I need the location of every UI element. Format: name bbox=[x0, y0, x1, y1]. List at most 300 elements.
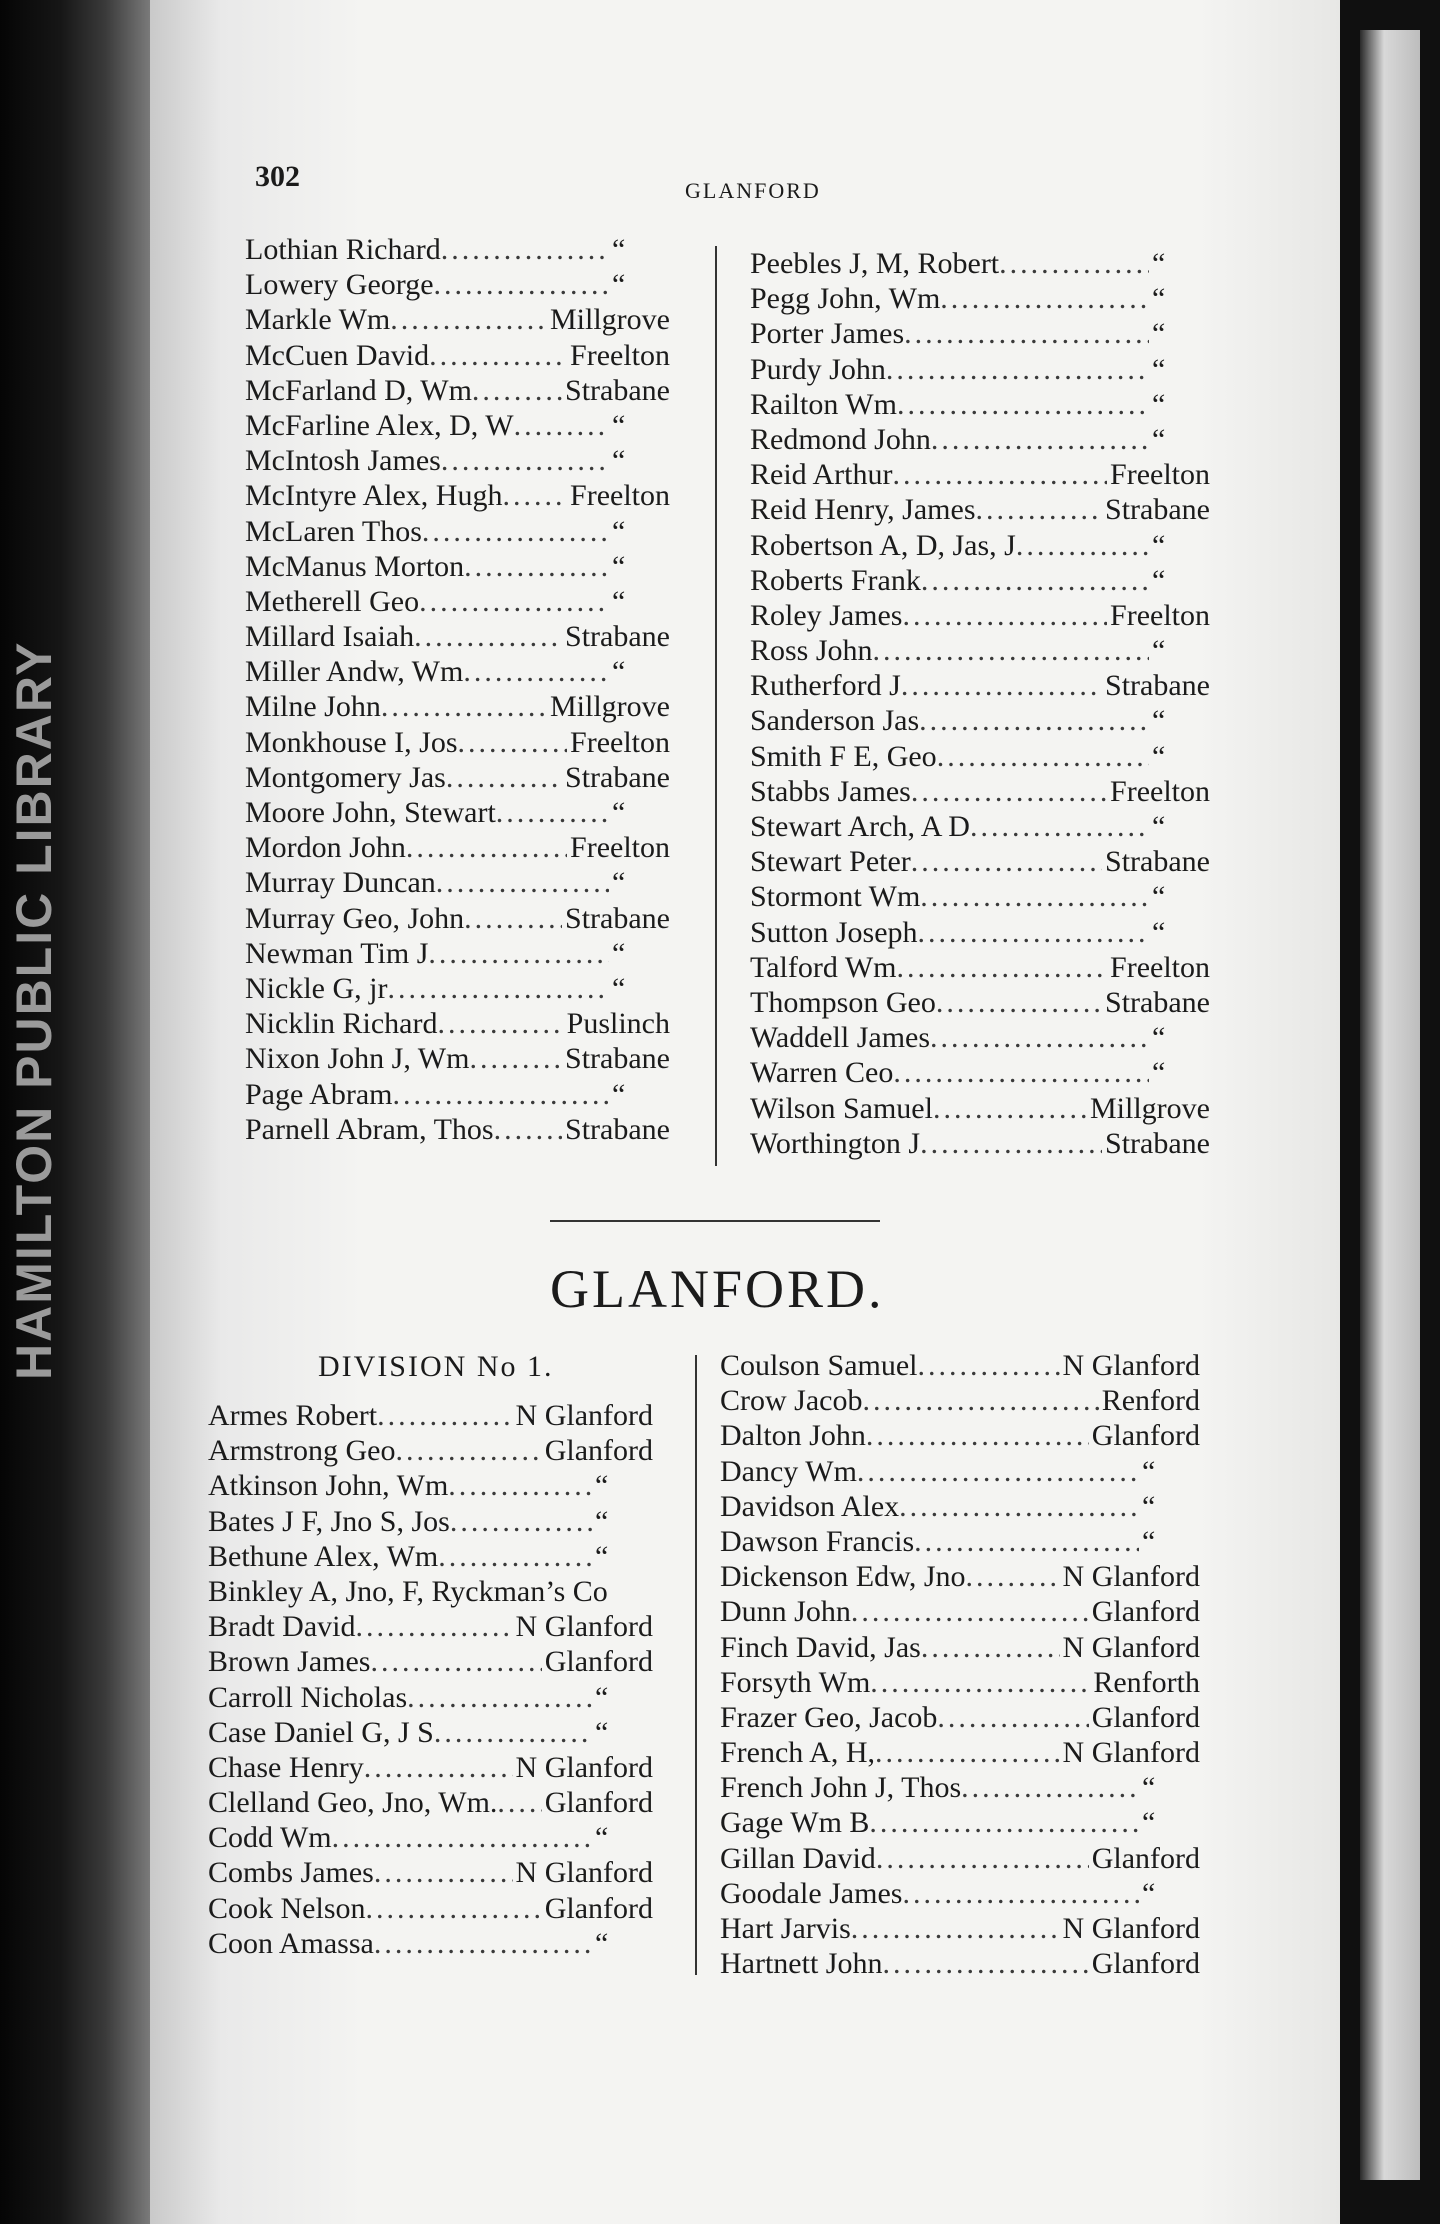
entry-place: “ bbox=[612, 796, 626, 829]
entry-place: “ bbox=[595, 1469, 609, 1503]
directory-entry bbox=[750, 633, 1210, 668]
dot-leader bbox=[930, 1020, 1149, 1055]
dot-leader bbox=[961, 1770, 1139, 1805]
entry-place: Glanford bbox=[544, 1645, 653, 1679]
directory-entry bbox=[245, 971, 670, 1006]
dot-leader bbox=[873, 633, 1149, 668]
dot-leader bbox=[851, 1594, 1089, 1629]
entry-place: N Glanford bbox=[515, 1399, 653, 1432]
dot-leader bbox=[407, 1680, 592, 1715]
facing-page-sliver bbox=[1360, 30, 1420, 2180]
dot-leader bbox=[921, 563, 1149, 598]
dot-leader bbox=[496, 795, 609, 830]
entry-name: McIntyre Alex, Hugh bbox=[245, 479, 503, 513]
entry-name: McManus Morton bbox=[245, 549, 465, 583]
entry-name: Binkley A, Jno, F, Ryckman’s Co bbox=[208, 1574, 608, 1608]
dot-leader bbox=[918, 915, 1149, 950]
entry-place: “ bbox=[1152, 528, 1166, 562]
entry-place: Glanford bbox=[544, 1786, 653, 1820]
directory-entry bbox=[208, 1855, 653, 1890]
entry-place: “ bbox=[612, 971, 626, 1005]
directory-page bbox=[150, 0, 1340, 2224]
entry-place: “ bbox=[1152, 317, 1166, 351]
entry-name: Stewart Peter bbox=[750, 845, 911, 879]
entry-name: Bethune Alex, Wm bbox=[208, 1539, 439, 1573]
entry-place: “ bbox=[595, 1715, 609, 1749]
entry-name: Finch David, Jas bbox=[720, 1630, 921, 1664]
directory-entry bbox=[245, 338, 670, 373]
entry-name: Carroll Nicholas bbox=[208, 1680, 408, 1714]
directory-entry bbox=[208, 1926, 653, 1961]
dot-leader bbox=[448, 1468, 592, 1503]
directory-entry bbox=[208, 1785, 653, 1820]
entry-place: Puslinch bbox=[566, 1007, 670, 1041]
entry-place: “ bbox=[1152, 634, 1166, 668]
column-divider-bottom bbox=[695, 1355, 697, 1975]
directory-entry bbox=[208, 1891, 653, 1926]
directory-entry bbox=[750, 528, 1210, 563]
entry-name: Stormont Wm bbox=[750, 880, 921, 914]
directory-entry bbox=[245, 443, 670, 478]
entry-name: Peebles J, M, Robert bbox=[750, 247, 1000, 280]
library-stamp: HAMILTON PUBLIC LIBRARY bbox=[6, 640, 62, 1380]
dot-leader bbox=[436, 865, 609, 900]
entry-place: Strabane bbox=[565, 901, 670, 935]
entry-place: “ bbox=[612, 408, 626, 442]
entry-place: Strabane bbox=[1105, 1126, 1210, 1160]
dot-leader bbox=[896, 950, 1107, 985]
entry-name: Combs James bbox=[208, 1856, 374, 1890]
entry-place: “ bbox=[612, 866, 626, 900]
directory-entry bbox=[245, 619, 670, 654]
entry-name: Cook Nelson bbox=[208, 1891, 366, 1925]
entry-name: McLaren Thos bbox=[245, 514, 422, 548]
directory-entry bbox=[208, 1468, 653, 1503]
entry-place: “ bbox=[1142, 1876, 1156, 1910]
directory-entry bbox=[208, 1750, 653, 1785]
entry-name: Bradt David bbox=[208, 1610, 356, 1644]
entry-place: “ bbox=[1152, 1021, 1166, 1055]
entry-name: Atkinson John, Wm bbox=[208, 1469, 449, 1503]
dot-leader bbox=[428, 936, 609, 971]
directory-entry bbox=[750, 668, 1210, 703]
running-head: GLANFORD bbox=[685, 178, 821, 203]
directory-entry bbox=[750, 1020, 1210, 1055]
directory-entry bbox=[750, 915, 1210, 950]
entry-place: Glanford bbox=[544, 1434, 653, 1468]
directory-entry bbox=[720, 1418, 1200, 1453]
dot-leader bbox=[897, 387, 1149, 422]
entry-name: Millard Isaiah bbox=[245, 620, 415, 654]
entry-name: Dalton John bbox=[720, 1419, 866, 1453]
directory-entry bbox=[750, 281, 1210, 316]
dot-leader bbox=[931, 422, 1149, 457]
entry-place: Glanford bbox=[1091, 1595, 1200, 1629]
directory-entry bbox=[208, 1504, 653, 1539]
entry-name: Dickenson Edw, Jno bbox=[720, 1560, 966, 1594]
directory-entry bbox=[208, 1398, 653, 1433]
entry-place: Strabane bbox=[565, 1042, 670, 1076]
dot-leader bbox=[464, 901, 562, 936]
entry-name: French A, H, bbox=[720, 1736, 875, 1770]
entry-place: “ bbox=[612, 549, 626, 583]
entry-name: Dawson Francis bbox=[720, 1524, 915, 1558]
dot-leader bbox=[390, 302, 547, 337]
entry-name: Lowery George bbox=[245, 268, 434, 302]
dot-leader bbox=[469, 1041, 562, 1076]
entry-name: Hartnett John bbox=[720, 1947, 883, 1981]
dot-leader bbox=[392, 1077, 609, 1112]
dot-leader bbox=[374, 1926, 592, 1961]
entry-name: McIntosh James bbox=[245, 444, 441, 478]
entry-place: Strabane bbox=[565, 1112, 670, 1146]
column-top-left bbox=[245, 232, 670, 1147]
entry-place: Strabane bbox=[1105, 669, 1210, 703]
entry-name: Roberts Frank bbox=[750, 563, 921, 597]
directory-entry bbox=[720, 1630, 1200, 1665]
dot-leader bbox=[999, 246, 1149, 281]
entry-name: Porter James bbox=[750, 317, 905, 351]
dot-leader bbox=[429, 338, 567, 373]
dot-leader bbox=[355, 1609, 512, 1644]
entry-place: N Glanford bbox=[515, 1750, 653, 1784]
column-bottom-right bbox=[720, 1348, 1200, 1981]
entry-place: Strabane bbox=[1105, 493, 1210, 527]
directory-entry bbox=[208, 1820, 653, 1855]
dot-leader bbox=[857, 1454, 1139, 1489]
dot-leader bbox=[441, 443, 609, 478]
directory-entry bbox=[208, 1680, 653, 1715]
entry-name: Markle Wm bbox=[245, 303, 391, 337]
directory-entry bbox=[245, 830, 670, 865]
dot-leader bbox=[899, 1489, 1139, 1524]
dot-leader bbox=[862, 1383, 1098, 1418]
entry-name: Montgomery Jas bbox=[245, 760, 446, 794]
dot-leader bbox=[937, 739, 1149, 774]
dot-leader bbox=[893, 1055, 1149, 1090]
entry-place: Freelton bbox=[1110, 458, 1210, 492]
directory-entry bbox=[720, 1700, 1200, 1735]
entry-place: “ bbox=[1152, 880, 1166, 914]
dot-leader bbox=[933, 1091, 1087, 1126]
entry-name: Miller Andw, Wm bbox=[245, 655, 464, 689]
dot-leader bbox=[911, 774, 1107, 809]
entry-place: N Glanford bbox=[1062, 1736, 1200, 1770]
entry-place: Strabane bbox=[1105, 985, 1210, 1019]
dot-leader bbox=[936, 985, 1102, 1020]
dot-leader bbox=[437, 1006, 563, 1041]
entry-place: “ bbox=[1142, 1489, 1156, 1523]
entry-place: “ bbox=[612, 936, 626, 970]
dot-leader bbox=[434, 1715, 592, 1750]
directory-entry bbox=[245, 478, 670, 513]
dot-leader bbox=[1016, 528, 1149, 563]
dot-leader bbox=[406, 830, 567, 865]
directory-entry bbox=[208, 1574, 653, 1609]
dot-leader bbox=[875, 1735, 1060, 1770]
entry-name: Gage Wm B bbox=[720, 1806, 870, 1840]
dot-leader bbox=[966, 1559, 1060, 1594]
directory-entry bbox=[720, 1665, 1200, 1700]
entry-name: Pegg John, Wm bbox=[750, 282, 941, 316]
entry-name: Parnell Abram, Thos bbox=[245, 1112, 494, 1146]
entry-name: Murray Geo, John bbox=[245, 901, 465, 935]
entry-place: N Glanford bbox=[515, 1856, 653, 1890]
division-label: DIVISION No 1. bbox=[318, 1350, 554, 1383]
directory-entry bbox=[750, 879, 1210, 914]
dot-leader bbox=[893, 457, 1108, 492]
entry-name: McCuen David bbox=[245, 338, 430, 372]
section-title: GLANFORD. bbox=[550, 1259, 885, 1319]
entry-place: Glanford bbox=[1091, 1700, 1200, 1734]
directory-entry bbox=[245, 1041, 670, 1076]
entry-name: Metherell Geo bbox=[245, 584, 420, 618]
entry-name: Crow Jacob bbox=[720, 1384, 863, 1418]
directory-entry bbox=[750, 809, 1210, 844]
entry-name: Reid Arthur bbox=[750, 458, 893, 492]
entry-name: Dunn John bbox=[720, 1595, 851, 1629]
directory-entry bbox=[750, 1091, 1210, 1126]
book-binding-shadow bbox=[0, 0, 150, 2224]
entry-name: Sanderson Jas bbox=[750, 704, 920, 738]
entry-name: Thompson Geo bbox=[750, 985, 936, 1019]
dot-leader bbox=[502, 478, 567, 513]
directory-entry bbox=[750, 703, 1210, 738]
entry-name: Armstrong Geo bbox=[208, 1434, 396, 1468]
dot-leader bbox=[937, 1700, 1088, 1735]
entry-name: Stabbs James bbox=[750, 774, 911, 808]
entry-name: Talford Wm bbox=[750, 950, 897, 984]
entry-place: Strabane bbox=[1105, 845, 1210, 879]
entry-name: Newman Tim J bbox=[245, 936, 429, 970]
directory-entry bbox=[750, 598, 1210, 633]
entry-name: Case Daniel G, J S bbox=[208, 1715, 434, 1749]
entry-place: Strabane bbox=[565, 620, 670, 654]
entry-name: Coon Amassa bbox=[208, 1926, 374, 1960]
entry-place: “ bbox=[595, 1926, 609, 1960]
entry-name: Mordon John bbox=[245, 831, 406, 865]
entry-name: Frazer Geo, Jacob bbox=[720, 1700, 938, 1734]
dot-leader bbox=[438, 1539, 592, 1574]
entry-name: Dancy Wm bbox=[720, 1454, 857, 1488]
entry-place: N Glanford bbox=[1062, 1630, 1200, 1664]
entry-place: Millgrove bbox=[1090, 1091, 1210, 1125]
directory-entry bbox=[245, 1112, 670, 1147]
entry-place: Renford bbox=[1101, 1384, 1200, 1418]
directory-entry bbox=[750, 422, 1210, 457]
page-number: 302 bbox=[255, 160, 300, 193]
entry-place: Freelton bbox=[570, 725, 670, 759]
directory-entry bbox=[720, 1735, 1200, 1770]
directory-entry bbox=[245, 901, 670, 936]
directory-entry bbox=[750, 844, 1210, 879]
directory-entry bbox=[750, 563, 1210, 598]
entry-place: Millgrove bbox=[550, 690, 670, 724]
dot-leader bbox=[414, 619, 562, 654]
entry-place: “ bbox=[1152, 915, 1166, 949]
directory-entry bbox=[245, 514, 670, 549]
directory-entry bbox=[750, 985, 1210, 1020]
dot-leader bbox=[494, 1112, 562, 1147]
entry-place: “ bbox=[1142, 1806, 1156, 1840]
entry-place: “ bbox=[1142, 1454, 1156, 1488]
directory-entry bbox=[245, 373, 670, 408]
entry-place: Renforth bbox=[1093, 1665, 1200, 1699]
dot-leader bbox=[364, 1750, 513, 1785]
entry-name: Warren Ceo bbox=[750, 1056, 894, 1090]
directory-entry bbox=[245, 795, 670, 830]
entry-name: Codd Wm bbox=[208, 1821, 332, 1855]
column-divider-top bbox=[715, 246, 717, 1166]
entry-place: Strabane bbox=[565, 760, 670, 794]
entry-name: Reid Henry, James bbox=[750, 493, 976, 527]
directory-entry bbox=[750, 352, 1210, 387]
entry-name: McFarline Alex, D, W bbox=[245, 408, 514, 442]
directory-entry bbox=[750, 457, 1210, 492]
directory-entry bbox=[720, 1524, 1200, 1559]
entry-name: Railton Wm bbox=[750, 387, 897, 421]
dot-leader bbox=[886, 352, 1149, 387]
entry-name: Waddell James bbox=[750, 1021, 931, 1055]
directory-entry bbox=[720, 1348, 1200, 1383]
dot-leader bbox=[434, 267, 609, 302]
dot-leader bbox=[441, 232, 609, 267]
dot-leader bbox=[374, 1855, 513, 1890]
entry-place: “ bbox=[1142, 1524, 1156, 1558]
dot-leader bbox=[514, 408, 609, 443]
dot-leader bbox=[450, 1504, 592, 1539]
entry-place: “ bbox=[612, 1077, 626, 1111]
column-top-right bbox=[750, 246, 1210, 1161]
dot-leader bbox=[419, 584, 609, 619]
directory-entry bbox=[245, 936, 670, 971]
dot-leader bbox=[882, 1946, 1088, 1981]
entry-place: Freelton bbox=[570, 338, 670, 372]
dot-leader bbox=[901, 668, 1102, 703]
entry-place: Glanford bbox=[1091, 1419, 1200, 1453]
entry-place: “ bbox=[1152, 282, 1166, 316]
entry-place: “ bbox=[1152, 563, 1166, 597]
directory-entry bbox=[245, 408, 670, 443]
entry-name: Worthington J bbox=[750, 1126, 921, 1160]
directory-entry bbox=[245, 689, 670, 724]
entry-name: Nickle G, jr bbox=[245, 971, 388, 1005]
dot-leader bbox=[446, 760, 562, 795]
entry-name: Page Abram bbox=[245, 1077, 393, 1111]
directory-entry bbox=[245, 232, 670, 267]
directory-entry bbox=[245, 1077, 670, 1112]
entry-place: N Glanford bbox=[515, 1610, 653, 1644]
entry-name: Roley James bbox=[750, 598, 903, 632]
directory-entry bbox=[750, 246, 1210, 281]
entry-place: “ bbox=[1152, 247, 1166, 280]
entry-place: “ bbox=[612, 444, 626, 478]
entry-name: Hart Jarvis bbox=[720, 1912, 851, 1945]
entry-name: Stewart Arch, A D bbox=[750, 810, 970, 843]
entry-place: N Glanford bbox=[1062, 1560, 1200, 1594]
dot-leader bbox=[870, 1665, 1090, 1700]
directory-entry bbox=[720, 1559, 1200, 1594]
dot-leader bbox=[381, 689, 547, 724]
entry-name: Goodale James bbox=[720, 1876, 903, 1910]
entry-place: “ bbox=[1152, 352, 1166, 386]
entry-name: Milne John bbox=[245, 690, 381, 724]
entry-name: Purdy John bbox=[750, 352, 886, 386]
entry-place: “ bbox=[612, 584, 626, 618]
directory-entry bbox=[245, 1006, 670, 1041]
directory-entry bbox=[245, 267, 670, 302]
directory-entry bbox=[720, 1841, 1200, 1876]
entry-place: Millgrove bbox=[550, 303, 670, 337]
section-rule bbox=[550, 1220, 880, 1222]
entry-name: Chase Henry bbox=[208, 1750, 364, 1784]
entry-place: “ bbox=[595, 1680, 609, 1714]
entry-place: “ bbox=[1152, 704, 1166, 738]
dot-leader bbox=[464, 549, 609, 584]
entry-name: French John J, Thos bbox=[720, 1771, 962, 1805]
entry-place: Freelton bbox=[570, 831, 670, 865]
directory-entry bbox=[208, 1644, 653, 1679]
dot-leader bbox=[869, 1805, 1139, 1840]
dot-leader bbox=[472, 373, 562, 408]
directory-entry bbox=[750, 950, 1210, 985]
entry-place: “ bbox=[612, 233, 626, 266]
entry-name: Redmond John bbox=[750, 422, 931, 456]
entry-place: Freelton bbox=[1110, 598, 1210, 632]
dot-leader bbox=[920, 879, 1149, 914]
dot-leader bbox=[851, 1911, 1060, 1946]
directory-entry bbox=[208, 1715, 653, 1750]
directory-entry bbox=[750, 1126, 1210, 1161]
entry-name: Brown James bbox=[208, 1645, 371, 1679]
directory-entry bbox=[208, 1433, 653, 1468]
directory-entry bbox=[245, 654, 670, 689]
entry-name: Ross John bbox=[750, 634, 873, 668]
entry-place: Freelton bbox=[1110, 774, 1210, 808]
entry-place: N Glanford bbox=[1062, 1912, 1200, 1945]
entry-place: “ bbox=[595, 1821, 609, 1855]
entry-place: “ bbox=[1152, 810, 1166, 843]
directory-entry bbox=[720, 1383, 1200, 1418]
entry-name: Gillan David bbox=[720, 1841, 876, 1875]
dot-leader bbox=[395, 1433, 541, 1468]
dot-leader bbox=[366, 1891, 542, 1926]
entry-name: Murray Duncan bbox=[245, 866, 436, 900]
dot-leader bbox=[458, 725, 568, 760]
entry-place: “ bbox=[1142, 1771, 1156, 1805]
entry-place: “ bbox=[1152, 387, 1166, 421]
entry-name: Nicklin Richard bbox=[245, 1007, 438, 1041]
dot-leader bbox=[976, 492, 1103, 527]
entry-name: Lothian Richard bbox=[245, 233, 441, 266]
entry-place: N Glanford bbox=[1062, 1349, 1200, 1382]
entry-place: “ bbox=[612, 514, 626, 548]
entry-name: Clelland Geo, Jno, Wm. bbox=[208, 1786, 498, 1820]
dot-leader bbox=[921, 1630, 1060, 1665]
entry-name: Davidson Alex bbox=[720, 1489, 900, 1523]
entry-place: “ bbox=[1152, 739, 1166, 773]
entry-place: “ bbox=[612, 268, 626, 302]
dot-leader bbox=[497, 1785, 541, 1820]
dot-leader bbox=[970, 809, 1149, 844]
entry-name: Bates J F, Jno S, Jos bbox=[208, 1504, 450, 1538]
dot-leader bbox=[377, 1398, 512, 1433]
dot-leader bbox=[902, 598, 1107, 633]
entry-place: Freelton bbox=[570, 479, 670, 513]
directory-entry bbox=[720, 1489, 1200, 1524]
dot-leader bbox=[919, 703, 1149, 738]
entry-name: Wilson Samuel bbox=[750, 1091, 933, 1125]
